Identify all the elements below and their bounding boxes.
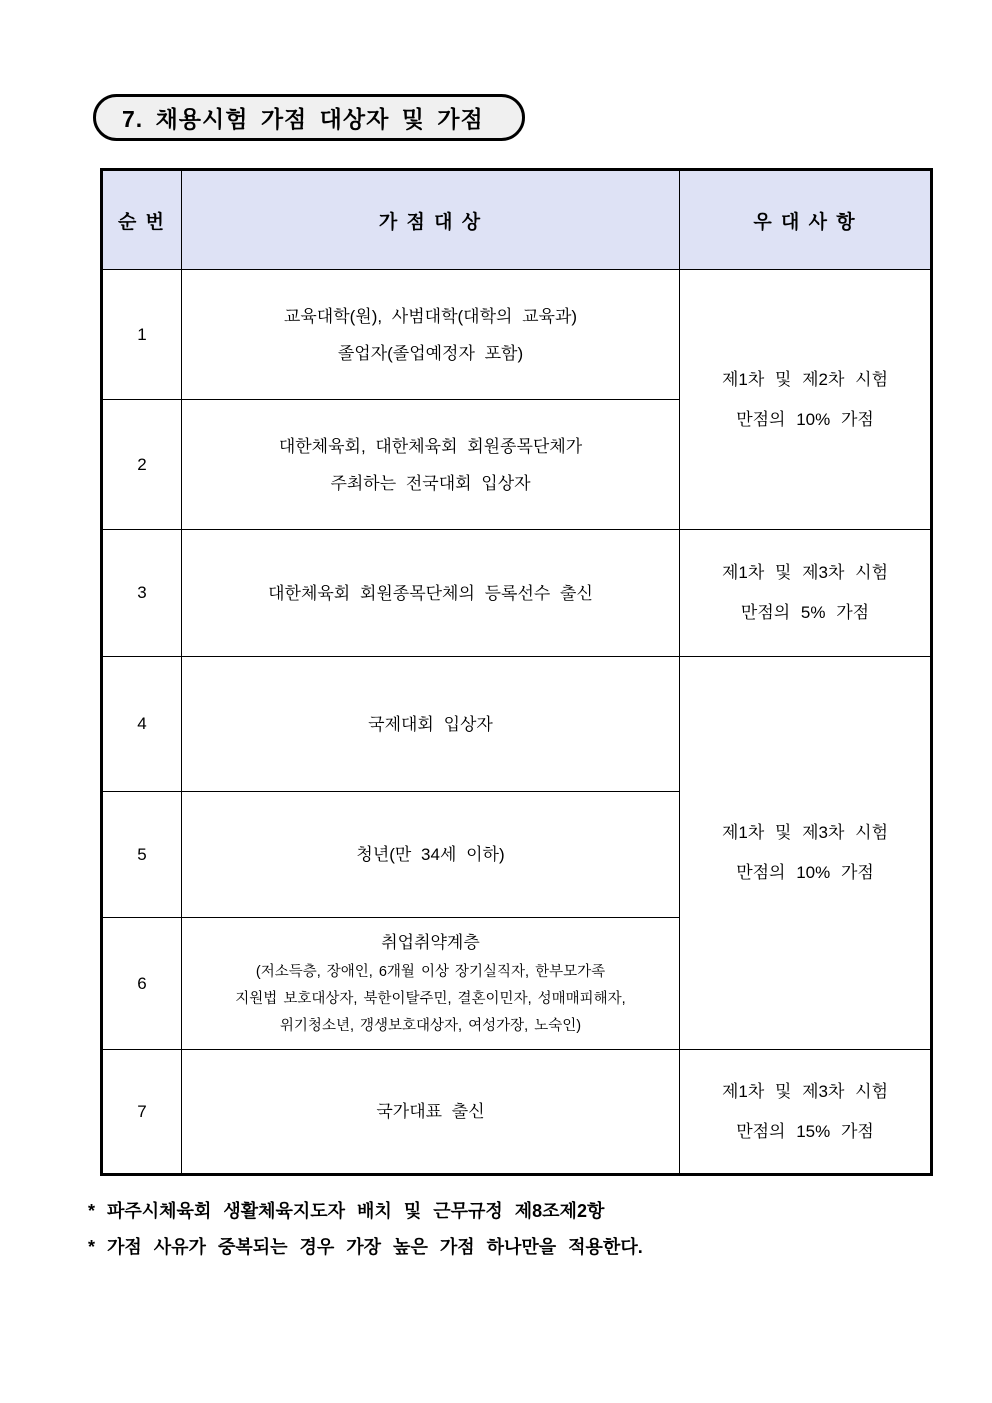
- row-number: 3: [102, 530, 182, 657]
- target-line: 대한체육회 회원종목단체의 등록선수 출신: [268, 583, 593, 603]
- table-row-4: [102, 657, 932, 792]
- section-title-box: [93, 94, 525, 141]
- col-header-target: 가 점 대 상: [182, 170, 680, 270]
- benefit-cell-row-3: [680, 530, 932, 657]
- benefit-line: 만점의 5% 가점: [740, 603, 870, 622]
- target-cell: [182, 1050, 680, 1175]
- row-number: 4: [102, 657, 182, 792]
- table-row-3: [102, 530, 932, 657]
- target-line: 국제대회 입상자: [368, 714, 493, 734]
- col-header-benefit: 우 대 사 항: [680, 170, 932, 270]
- benefit-cell-row-7: [680, 1050, 932, 1175]
- target-cell: [182, 400, 680, 530]
- target-cell: [182, 270, 680, 400]
- footnote-regulation: * 파주시체육회 생활체육지도자 배치 및 근무규정 제8조제2항: [88, 1201, 605, 1221]
- target-sub-line: 지원법 보호대상자, 북한이탈주민, 결혼이민자, 성매매피해자,: [235, 991, 626, 1007]
- row-number: 2: [102, 400, 182, 530]
- target-line: 졸업자(졸업예정자 포함): [337, 343, 524, 363]
- benefit-line: 만점의 15% 가점: [736, 1121, 874, 1141]
- benefit-line: 제1차 및 제3차 시험: [721, 563, 889, 582]
- target-line: 국가대표 출신: [376, 1102, 485, 1121]
- footnote-duplicate-rule: * 가점 사유가 중복되는 경우 가장 높은 가점 하나만을 적용한다.: [88, 1237, 643, 1257]
- target-cell: [182, 657, 680, 792]
- benefit-line: 제1차 및 제3차 시험: [721, 823, 889, 842]
- target-sub-line: (저소득층, 장애인, 6개월 이상 장기실직자, 한부모가족: [255, 964, 606, 980]
- row-number: 1: [102, 270, 182, 400]
- section-title: 7. 채용시험 가점 대상자 및 가점: [122, 106, 484, 132]
- table-row-7: [102, 1050, 932, 1175]
- target-cell: [182, 918, 680, 1050]
- benefit-cell-rows-4-6: [680, 657, 932, 1050]
- benefit-line: 제1차 및 제2차 시험: [721, 369, 889, 389]
- target-line: 주최하는 전국대회 입상자: [330, 473, 531, 493]
- target-cell: [182, 530, 680, 657]
- target-line: 청년(만 34세 이하): [356, 845, 505, 864]
- bonus-points-table: [100, 168, 933, 1176]
- benefit-line: 제1차 및 제3차 시험: [721, 1081, 889, 1101]
- benefit-line: 만점의 10% 가점: [736, 863, 874, 882]
- benefit-line: 만점의 10% 가점: [736, 409, 874, 429]
- target-sub-line: 위기청소년, 갱생보호대상자, 여성가장, 노숙인): [279, 1018, 582, 1034]
- benefit-cell-rows-1-2: [680, 270, 932, 530]
- row-number: 7: [102, 1050, 182, 1175]
- target-line: 대한체육회, 대한체육회 회원종목단체가: [278, 436, 583, 456]
- target-cell: [182, 792, 680, 918]
- target-main-line: 취업취약계층: [381, 933, 480, 952]
- row-number: 5: [102, 792, 182, 918]
- target-line: 교육대학(원), 사범대학(대학의 교육과): [283, 306, 578, 326]
- col-header-no: 순 번: [102, 170, 182, 270]
- footnotes: [88, 1193, 643, 1265]
- row-number: 6: [102, 918, 182, 1050]
- table-row-1: [102, 270, 932, 400]
- table-header-row: [102, 170, 932, 270]
